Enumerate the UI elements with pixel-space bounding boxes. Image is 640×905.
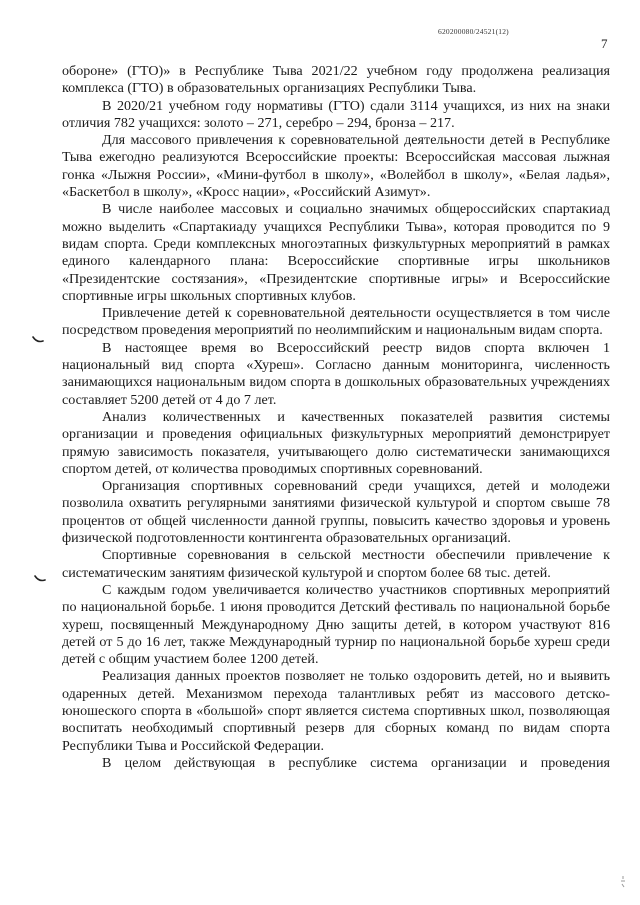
margin-pen-mark	[32, 336, 44, 344]
paragraph: Привлечение детей к соревновательной деятельности осуществляется в том числе посредством проведения мероприятий по неолимпийским и национальным видам спорта.	[62, 305, 610, 339]
paragraph: В числе наиболее массовых и социально значимых общероссийских спартакиад можно выделить «Спартакиаду учащихся Республики Тыва», которая проводится по 9 видам спорта. Среди комплексных многоэтапных физкультурных мероприятий в рамках единого календарного плана: Всероссийские спортивные игры школьников «Президентские состязания», «Президентские спортивные игры» и Всероссийские спортивные игры школьных спортивных клубов.	[62, 201, 610, 304]
paragraph: В целом действующая в республике система организации и проведения	[102, 754, 610, 771]
corner-stamp-mark	[618, 875, 628, 889]
document-body	[62, 63, 610, 772]
paragraph: Анализ количественных и качественных показателей развития системы организации и проведения официальных физкультурных мероприятий демонстрирует прямую зависимость показателя, учитывающего долю систематически занимающихся спортом детей, от количества проводимых спортивных соревнований.	[62, 408, 610, 477]
paragraph: Организация спортивных соревнований среди учащихся, детей и молодежи позволила охватить регулярными занятиями физической культурой и спортом свыше 78 процентов от общей численности данной группы, повысить качество здоровья и уровень физической подготовленности контингента образовательных организаций.	[62, 478, 610, 547]
paragraph: Реализация данных проектов позволяет не только оздоровить детей, но и выявить одаренных детей. Механизмом перехода талантливых ребят из массового детско-юношеского спорта в «большой» спорт является система спортивных школ, позволяющая воспитать необходимый спортивный резерв для сборных команд по видам спорта Республики Тыва и Российской Федерации.	[62, 668, 610, 754]
page-number: 7	[601, 36, 608, 51]
margin-pen-mark	[34, 575, 46, 583]
paragraph: Для массового привлечения к соревновательной деятельности детей в Республике Тыва ежегодно реализуются Всероссийские проекты: Всероссийская массовая лыжная гонка «Лыжня России», «Мини-футбол в школу», «Волейбол в школу», «Белая ладья», «Баскетбол в школу», «Кросс нации», «Российский Азимут».	[62, 132, 610, 201]
paragraph: С каждым годом увеличивается количество участников спортивных мероприятий по национальной борьбе. 1 июня проводится Детский фестиваль по национальной борьбе хуреш, посвященный Международному Дню защиты детей, в котором участвуют 816 детей от 5 до 16 лет, также Международный турнир по национальной борьбе хуреш среди детей с общим участием более 1200 детей.	[62, 581, 610, 668]
paragraph: Спортивные соревнования в сельской местности обеспечили привлечение к систематическим занятиям физической культурой и спортом более 68 тыс. детей.	[62, 547, 610, 581]
paragraph: обороне» (ГТО)» в Республике Тыва 2021/22 учебном году продолжена реализация комплекса (ГТО) в образовательных организациях Республики Тыва.	[62, 63, 610, 97]
paragraph: В настоящее время во Всероссийский реестр видов спорта включен 1 национальный вид спорта «Хуреш». Согласно данным мониторинга, численность занимающихся национальным видом спорта в дошкольных образовательных учреждениях составляет 5200 детей от 4 до 7 лет.	[62, 339, 610, 408]
document-id: 620200080/24521(12)	[438, 27, 509, 36]
paragraph: В 2020/21 учебном году нормативы (ГТО) сдали 3114 учащихся, из них на знаки отличия 782 учащихся: золото – 271, серебро – 294, бронза – 217.	[62, 97, 610, 131]
